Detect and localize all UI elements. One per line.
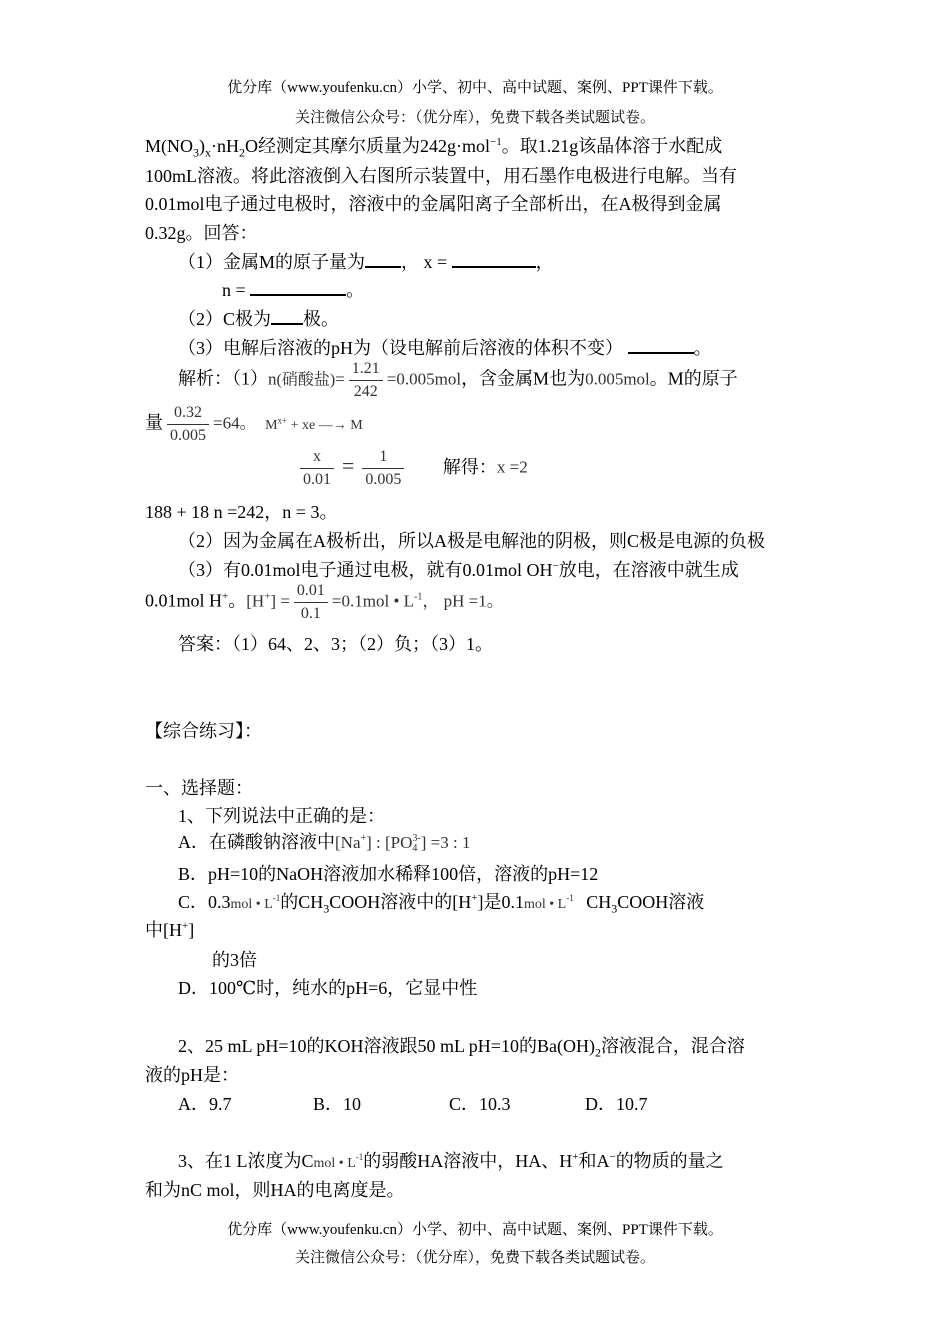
denominator: 242 <box>353 383 378 400</box>
text: 。 <box>239 413 257 433</box>
exercise-2-option-b: B．10 <box>313 1094 362 1114</box>
text: CH <box>586 892 612 912</box>
subscript: 3 <box>323 901 330 916</box>
fraction <box>362 446 404 491</box>
text: 。取1.21g该晶体溶于水配成 <box>501 136 723 156</box>
numerator: 0.01 <box>294 580 328 603</box>
section-title: 【综合练习】： <box>145 721 262 741</box>
text: C．0.3 <box>178 892 231 912</box>
math-salt: (硝酸盐) <box>276 371 336 389</box>
text: 的弱酸HA溶液中，HA、H <box>363 1151 573 1171</box>
text: ) <box>199 136 205 156</box>
exercise-2-stem-line-2: 液的pH是： <box>145 1065 239 1085</box>
math-value: x =2 <box>496 457 528 477</box>
math-text: ] =3 : 1 <box>420 833 471 852</box>
text: 量 <box>145 412 163 433</box>
fraction <box>294 580 328 625</box>
denominator: 0.005 <box>365 471 402 488</box>
exercise-1-option-d: D．100℃时，纯水的pH=6，它显中性 <box>178 978 478 998</box>
math-value: =0.1mol • L <box>331 591 415 611</box>
text: 。M的原子 <box>649 368 738 389</box>
superscript: + <box>222 590 229 603</box>
superscript: -1 <box>414 591 423 603</box>
exercise-1-option-b: B．pH=10的NaOH溶液加水稀释100倍，溶液的pH=12 <box>178 864 599 884</box>
reaction-rest: + xe —→ M <box>287 417 363 433</box>
text: 放电，在溶液中就生成 <box>558 560 739 580</box>
text: （2）C极为 <box>178 309 272 329</box>
superscript: + <box>471 892 478 904</box>
text: ] <box>188 920 195 940</box>
unit: mol • L <box>523 897 567 912</box>
question-2 <box>178 305 339 331</box>
text: O经测定其摩尔质量为242g·mol <box>245 136 490 156</box>
denominator: 0.005 <box>170 427 206 444</box>
superscript: + <box>360 833 367 844</box>
unit: mol • L <box>230 897 273 912</box>
numerator: 1.21 <box>349 358 383 381</box>
footer-line-2: 关注微信公众号：（优分库），免费下载各类试题试卷。 <box>294 1250 655 1266</box>
math-eq: = <box>342 452 355 478</box>
exercise-1-option-c <box>178 888 704 917</box>
math-eq: = <box>335 369 345 389</box>
superscript: − <box>552 560 559 572</box>
denominator: 0.1 <box>300 605 321 622</box>
analysis-line-5: （2）因为金属在A极析出，所以A极是电解池的阴极，则C极是电源的负极 <box>178 531 766 551</box>
subscript: 3 <box>611 901 618 916</box>
superscript: −1 <box>490 136 502 148</box>
text: （1）金属M的原子量为 <box>178 252 366 272</box>
math-text: ] : [PO <box>366 833 413 852</box>
denominator: 0.01 <box>303 471 331 488</box>
exercise-1-option-c-line-2 <box>145 916 194 942</box>
analysis-line-1 <box>178 358 738 403</box>
answer-blank <box>271 305 303 325</box>
subscript: 4 <box>412 842 418 854</box>
answer-line: 答案：（1）64、2、3；（2）负；（3）1。 <box>178 634 493 654</box>
math-text: [Na <box>335 833 361 852</box>
problem-line-3: 0.01mol电子通过电极时，溶液中的金属阳离子全部析出，在A极得到金属 <box>145 194 722 214</box>
subscript: 3 <box>193 145 199 160</box>
math-value: =64 <box>213 413 240 433</box>
text: 中[H <box>145 920 182 940</box>
numerator: x <box>300 446 334 469</box>
text: ， x = <box>401 252 448 272</box>
subscript: 2 <box>239 145 245 160</box>
text: （3）电解后溶液的pH为（设电解前后溶液的体积不变） <box>178 338 623 358</box>
superscript: -1 <box>355 1152 364 1162</box>
text: ·nH <box>211 136 239 156</box>
analysis-line-7 <box>145 580 504 625</box>
numerator: 1 <box>362 446 404 469</box>
answer-blank <box>250 276 346 296</box>
superscript: -1 <box>272 893 281 903</box>
text: M(NO <box>145 136 193 156</box>
subscript: x <box>205 145 211 160</box>
text: （3）有0.01mol电子通过电极，就有0.01mol OH <box>178 560 553 580</box>
text: 的CH <box>280 892 324 912</box>
reaction-m: M <box>265 417 278 433</box>
analysis-line-6 <box>178 556 739 582</box>
superscript: x+ <box>277 414 288 425</box>
header-line-1: 优分库（www.youfenku.cn）小学、初中、高中试题、案例、PPT课件下载。 <box>227 80 723 96</box>
problem-line-1 <box>145 132 722 161</box>
subscript: 2 <box>594 1045 601 1060</box>
question-3 <box>178 334 712 360</box>
text: 解得： <box>442 456 497 477</box>
analysis-line-2 <box>145 402 363 447</box>
text: 。 <box>228 590 247 611</box>
fraction <box>300 446 334 491</box>
header-line-2: 关注微信公众号：（优分库），免费下载各类试题试卷。 <box>294 110 655 126</box>
numerator: 0.32 <box>167 402 209 425</box>
text: 溶液混合，混合溶 <box>600 1036 745 1056</box>
math-text: ， pH =1。 <box>422 591 504 611</box>
fraction <box>167 402 209 447</box>
fraction <box>349 358 383 403</box>
exercise-3-stem <box>178 1147 724 1173</box>
text: 。 <box>346 280 365 300</box>
text: ]是0.1 <box>477 892 524 912</box>
math-value: 0.005mol <box>585 369 650 389</box>
text: 0.01mol H <box>145 590 223 611</box>
superscript: − <box>609 1151 616 1163</box>
part-title: 一、选择题： <box>145 778 253 798</box>
text: 2、25 mL pH=10的KOH溶液跟50 mL pH=10的Ba(OH) <box>178 1036 595 1056</box>
question-1-n <box>222 276 364 302</box>
footer-line-1: 优分库（www.youfenku.cn）小学、初中、高中试题、案例、PPT课件下载。 <box>227 1222 723 1238</box>
exercise-3-stem-line-2: 和为nC mol，则HA的电离度是。 <box>145 1180 405 1200</box>
text: 3、在1 L浓度为C <box>178 1151 314 1171</box>
analysis-line-4: 188 + 18 n =242，n = 3。 <box>145 502 338 522</box>
superscript: + <box>182 920 189 932</box>
exercise-1-stem: 1、下列说法中正确的是： <box>178 806 385 826</box>
text: 。 <box>693 338 712 358</box>
exercise-2-option-c: C．10.3 <box>449 1094 511 1114</box>
superscript: -1 <box>566 893 574 903</box>
math-h: [H <box>246 591 265 611</box>
superscript: 3- <box>412 832 421 844</box>
text: 极。 <box>303 309 340 329</box>
superscript: + <box>264 590 271 603</box>
exercise-2-stem <box>178 1032 745 1061</box>
answer-blank <box>452 248 536 268</box>
superscript: + <box>572 1151 579 1163</box>
unit: mol • L <box>313 1156 356 1171</box>
text: ， <box>535 252 554 272</box>
problem-line-2: 100mL溶液。将此溶液倒入右图所示装置中，用石墨作电极进行电解。当有 <box>145 166 737 186</box>
text: n = <box>222 280 246 300</box>
math-value: =0.005mol <box>386 369 462 389</box>
text: 的物质的量之 <box>615 1151 724 1171</box>
analysis-line-3 <box>296 446 528 491</box>
exercise-1-option-c-line-3: 的3倍 <box>212 950 257 970</box>
text: A．在磷酸钠溶液中 <box>178 832 335 852</box>
exercise-2-option-a: A．9.7 <box>178 1094 232 1114</box>
text: ，含金属M也为 <box>461 368 586 389</box>
question-1 <box>178 248 554 274</box>
exercise-2-option-d: D．10.7 <box>585 1094 648 1114</box>
text: COOH溶液 <box>617 892 705 912</box>
text: 和A <box>578 1151 610 1171</box>
text: 解析：（1） <box>178 368 268 389</box>
math-n: n <box>268 369 277 389</box>
problem-line-4: 0.32g。回答： <box>145 223 258 243</box>
answer-blank <box>628 334 694 354</box>
answer-blank <box>365 248 401 268</box>
math-text: ] = <box>270 591 290 611</box>
exercise-1-option-a <box>178 828 470 854</box>
text: COOH溶液中的[H <box>329 892 472 912</box>
